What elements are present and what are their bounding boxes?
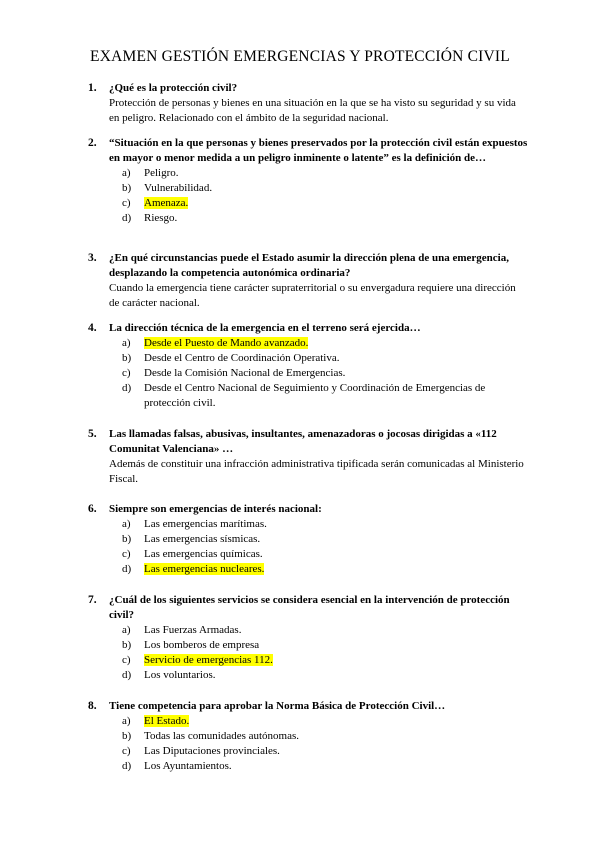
option-letter: d): [122, 212, 132, 224]
option-a: [122, 623, 528, 638]
option-b: [122, 351, 528, 366]
question-number: 7.: [88, 594, 97, 606]
option-c: [122, 547, 528, 562]
option-text: Desde el Centro Nacional de Seguimiento y Coordinación de Emergencias de protección civil.: [144, 382, 486, 409]
question-number: 4.: [88, 322, 97, 334]
option-text: Los bomberos de empresa: [144, 639, 260, 651]
question-text: La dirección técnica de la emergencia en el terreno será ejercida…: [109, 322, 421, 334]
option-a: [122, 166, 528, 181]
option-letter: d): [122, 563, 132, 575]
option-text: Las Fuerzas Armadas.: [144, 624, 242, 636]
option-text: Los Ayuntamientos.: [144, 760, 232, 772]
answer-text: Cuando la emergencia tiene carácter supraterritorial o su envergadura requiere una dirección de carácter nacional.: [109, 282, 516, 309]
question-number: 8.: [88, 700, 97, 712]
option-text: Las emergencias marítimas.: [144, 518, 267, 530]
option-letter: b): [122, 352, 132, 364]
options-list: [88, 336, 528, 411]
option-b: [122, 532, 528, 547]
option-b: [122, 729, 528, 744]
option-text: Los voluntarios.: [144, 669, 216, 681]
option-letter: a): [122, 715, 131, 727]
option-letter: d): [122, 760, 132, 772]
option-text: Las emergencias químicas.: [144, 548, 263, 560]
option-d: [122, 759, 528, 774]
question-text: “Situación en la que personas y bienes preservados por la protección civil están expuestos en mayor o menor medida a un peligro inminente o latente” es la definición de…: [109, 137, 528, 164]
question-5: [88, 427, 528, 487]
option-text: Peligro.: [144, 167, 179, 179]
option-letter: d): [122, 382, 132, 394]
option-letter: c): [122, 548, 131, 560]
option-letter: c): [122, 745, 131, 757]
option-letter: c): [122, 367, 131, 379]
option-d: [122, 668, 528, 683]
option-letter: b): [122, 182, 132, 194]
correct-option-text: El Estado.: [144, 715, 190, 727]
option-letter: d): [122, 669, 132, 681]
option-letter: b): [122, 639, 132, 651]
question-number: 5.: [88, 428, 97, 440]
question-3: [88, 251, 528, 311]
question-1: [88, 81, 528, 126]
option-a: [122, 517, 528, 532]
question-text: ¿Qué es la protección civil?: [109, 82, 238, 94]
option-c: [122, 196, 528, 211]
question-text: ¿En qué circunstancias puede el Estado asumir la dirección plena de una emergencia, desplazando la competencia autonómica ordinaria?: [109, 252, 509, 279]
options-list: [88, 166, 528, 226]
option-letter: a): [122, 167, 131, 179]
question-7: [88, 593, 528, 683]
option-letter: c): [122, 654, 131, 666]
question-number: 6.: [88, 503, 97, 515]
correct-option-text: Amenaza.: [144, 197, 189, 209]
option-b: [122, 638, 528, 653]
question-4: [88, 321, 528, 411]
option-letter: b): [122, 730, 132, 742]
correct-option-text: Servicio de emergencias 112.: [144, 654, 273, 666]
options-list: [88, 714, 528, 774]
option-text: Todas las comunidades autónomas.: [144, 730, 300, 742]
option-letter: b): [122, 533, 132, 545]
option-c: [122, 366, 528, 381]
question-text: Tiene competencia para aprobar la Norma Básica de Protección Civil…: [109, 700, 446, 712]
option-letter: a): [122, 518, 131, 530]
option-text: Riesgo.: [144, 212, 178, 224]
correct-option-text: Desde el Puesto de Mando avanzado.: [144, 337, 309, 349]
option-text: Las emergencias sísmicas.: [144, 533, 261, 545]
question-number: 3.: [88, 252, 97, 264]
question-number: 1.: [88, 82, 97, 94]
option-d: [122, 211, 528, 226]
question-6: [88, 502, 528, 577]
question-2: [88, 136, 528, 226]
option-b: [122, 181, 528, 196]
option-a: [122, 714, 528, 729]
option-text: Vulnerabilidad.: [144, 182, 213, 194]
option-c: [122, 653, 528, 668]
answer-text: Además de constituir una infracción administrativa tipificada serán comunicadas al Ministerio Fiscal.: [109, 458, 524, 485]
question-text: Las llamadas falsas, abusivas, insultantes, amenazadoras o jocosas dirigidas a «112 Comunitat Valenciana» …: [109, 428, 497, 455]
question-text: ¿Cuál de los siguientes servicios se considera esencial en la intervención de protección civil?: [109, 594, 510, 621]
option-d: [122, 562, 528, 577]
option-a: [122, 336, 528, 351]
option-text: Desde el Centro de Coordinación Operativa.: [144, 352, 340, 364]
option-letter: c): [122, 197, 131, 209]
page-title: EXAMEN GESTIÓN EMERGENCIAS Y PROTECCIÓN CIVIL: [90, 48, 510, 65]
question-text: Siempre son emergencias de interés nacional:: [109, 503, 322, 515]
option-letter: a): [122, 624, 131, 636]
options-list: [88, 517, 528, 577]
option-text: Las Diputaciones provinciales.: [144, 745, 280, 757]
option-d: [122, 381, 528, 411]
option-text: Desde la Comisión Nacional de Emergencias.: [144, 367, 346, 379]
options-list: [88, 623, 528, 683]
question-number: 2.: [88, 137, 97, 149]
question-8: [88, 699, 528, 774]
option-c: [122, 744, 528, 759]
option-letter: a): [122, 337, 131, 349]
correct-option-text: Las emergencias nucleares.: [144, 563, 265, 575]
answer-text: Protección de personas y bienes en una situación en la que se ha visto su seguridad y su vida en peligro. Relacionado con el ámbito de la seguridad nacional.: [109, 97, 516, 124]
